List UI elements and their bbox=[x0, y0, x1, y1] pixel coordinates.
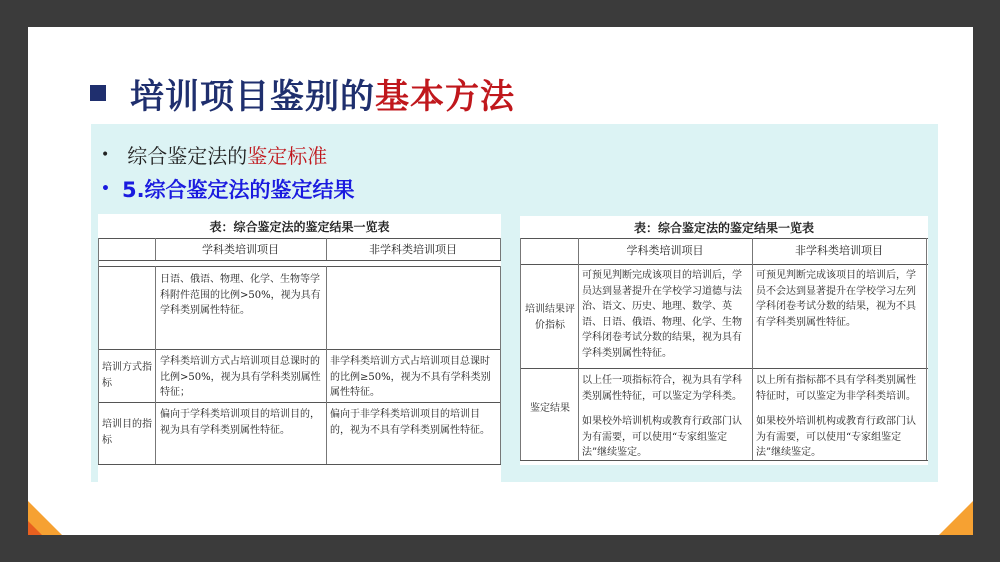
table-right-r2-c1a: 以上任一项指标符合，视为具有学科类别属性特征，可以鉴定为学科类。 bbox=[582, 375, 742, 402]
title-prefix: 培训项目鉴别的 bbox=[130, 76, 375, 117]
table-right-r1-c1: 可预见判断完成该项目的培训后，学员达到显著提升在学校学习道德与法治、语文、历史、地理、数学、英语、日语、俄语、物理、化学、生物学科闭卷考试分数的结果，视为具有学科类别属性特征。 bbox=[582, 270, 742, 359]
table-right bbox=[520, 216, 928, 465]
slide-title bbox=[90, 71, 515, 115]
table-left-r2-c2: 非学科类培训方式占培训项目总课时的比例≥50%，视为不具有学科类别属性特征。 bbox=[330, 356, 491, 398]
table-left-r3-c1: 偏向于学科类培训项目的培训目的，视为具有学科类别属性特征。 bbox=[160, 409, 320, 436]
table-left-r3-label: 培训目的指标 bbox=[102, 419, 152, 446]
table-left-col1-header: 学科类培训项目 bbox=[202, 243, 279, 256]
corner-decoration-left-inner bbox=[28, 521, 42, 535]
bullet-standard bbox=[101, 140, 327, 169]
bullet-dot-icon: • bbox=[101, 146, 110, 163]
table-right-r2-c2a: 以上所有指标都不具有学科类别属性特征时，可以鉴定为非学科类培训。 bbox=[756, 375, 916, 402]
title-square-icon bbox=[90, 85, 106, 101]
table-right-col1-header: 学科类培训项目 bbox=[626, 244, 704, 257]
bullet-standard-accent: 鉴定标准 bbox=[247, 144, 328, 168]
content-panel bbox=[91, 124, 938, 482]
title-accent: 基本方法 bbox=[375, 76, 515, 117]
table-right-title: 表：综合鉴定法的鉴定结果一览表 bbox=[633, 221, 814, 235]
table-left-col2-header: 非学科类培训项目 bbox=[369, 243, 457, 256]
table-right-r2-label: 鉴定结果 bbox=[530, 403, 570, 414]
table-left-r2-label: 培训方式指标 bbox=[102, 362, 152, 389]
bullet-dot-icon: • bbox=[101, 181, 110, 197]
table-right-r1-c2: 可预见判断完成该项目的培训后，学员不会达到显著提升在学校学习左列学科闭卷考试分数的结果，视为不具有学科类别属性特征。 bbox=[756, 270, 916, 328]
table-left-r2-c1: 学科类培训方式占培训项目总课时的比例>50%，视为具有学科类别属性特征； bbox=[160, 356, 321, 398]
table-left-r3-c2: 偏向于非学科类培训项目的培训目的，视为不具有学科类别属性特征。 bbox=[330, 409, 490, 436]
table-right-r2-c1b: 如果校外培训机构或教育行政部门认为有需要，可以使用“专家组鉴定法”继续鉴定。 bbox=[582, 416, 742, 458]
table-right-r2-c2b: 如果校外培训机构或教育行政部门认为有需要，可以使用“专家组鉴定法”继续鉴定。 bbox=[756, 416, 916, 458]
title-text bbox=[130, 69, 515, 118]
slide bbox=[28, 27, 973, 535]
bullet-standard-prefix: 综合鉴定法的 bbox=[127, 144, 248, 168]
table-right-r1-label: 培训结果评价指标 bbox=[525, 304, 575, 331]
table-left-title: 表：综合鉴定法的鉴定结果一览表 bbox=[209, 220, 390, 234]
table-right-col2-header: 非学科类培训项目 bbox=[795, 244, 883, 257]
bullet-result-text: 5.综合鉴定法的鉴定结果 bbox=[121, 178, 355, 202]
table-left-r1-c1: 日语、俄语、物理、化学、生物等学科附件范围的比例>50%，视为具有学科类别属性特征。 bbox=[160, 274, 321, 316]
bullet-result bbox=[101, 174, 355, 204]
corner-decoration-right bbox=[939, 501, 973, 535]
table-left bbox=[98, 214, 501, 482]
